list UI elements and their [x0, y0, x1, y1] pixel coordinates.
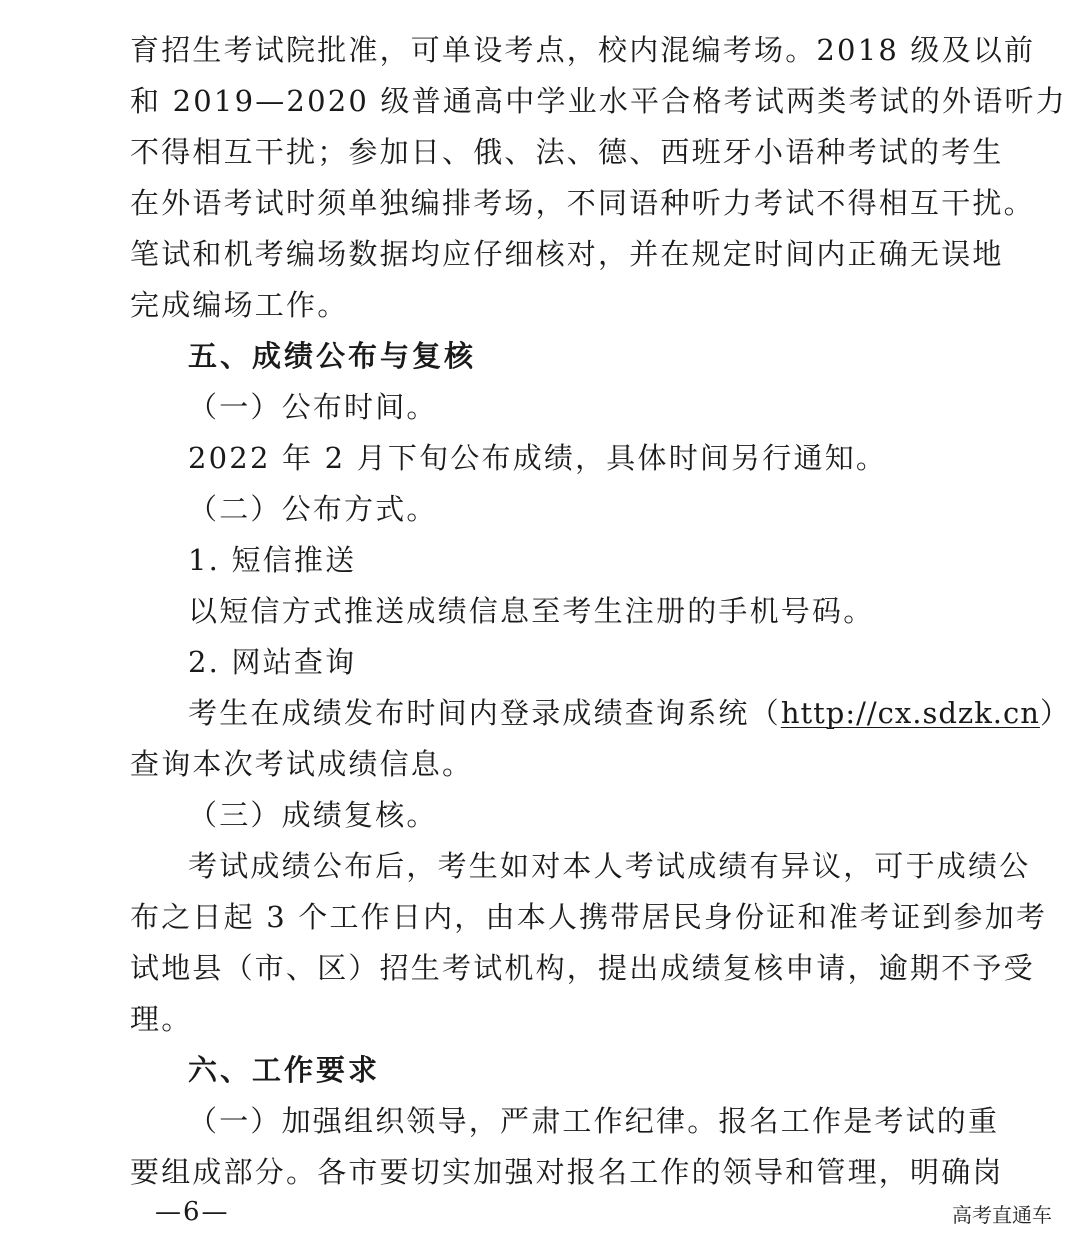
- body-text-line: 在外语考试时须单独编排考场，不同语种听力考试不得相互干扰。: [130, 186, 1035, 220]
- subsection-heading: （三）成绩复核。: [188, 798, 438, 832]
- body-text-segment: 考生在成绩发布时间内登录成绩查询系统（: [188, 696, 781, 730]
- body-text-segment: ）: [1039, 696, 1072, 730]
- body-text-line: 笔试和机考编场数据均应仔细核对，并在规定时间内正确无误地: [130, 237, 1004, 271]
- body-text-line: 以短信方式推送成绩信息至考生注册的手机号码。: [188, 594, 875, 628]
- body-text-line: 完成编场工作。: [130, 288, 349, 322]
- body-text-line: 布之日起 3 个工作日内，由本人携带居民身份证和准考证到参加考: [130, 900, 1048, 934]
- subsection-heading: （二）公布方式。: [188, 492, 438, 526]
- body-text-line: 理。: [130, 1002, 193, 1036]
- section-heading-six: 六、工作要求: [188, 1053, 381, 1087]
- page-number: —6—: [155, 1197, 230, 1227]
- list-item-heading: 1. 短信推送: [188, 543, 357, 577]
- subsection-heading: （一）公布时间。: [188, 390, 438, 424]
- body-text-line: 要组成部分。各市要切实加强对报名工作的领导和管理，明确岗: [130, 1155, 1004, 1189]
- body-text-line: 不得相互干扰；参加日、俄、法、德、西班牙小语种考试的考生: [130, 135, 1004, 169]
- body-text-line: 育招生考试院批准，可单设考点，校内混编考场。2018 级及以前: [130, 33, 1036, 67]
- body-text-line: [188, 695, 1072, 731]
- body-text-line: 和 2019—2020 级普通高中学业水平合格考试两类考试的外语听力: [130, 84, 1067, 118]
- body-text-line: 2022 年 2 月下旬公布成绩，具体时间另行通知。: [188, 441, 888, 475]
- watermark-text: 高考直通车: [952, 1203, 1052, 1227]
- body-text-line: 试地县（市、区）招生考试机构，提出成绩复核申请，逾期不予受: [130, 951, 1035, 985]
- body-text-line: （一）加强组织领导，严肃工作纪律。报名工作是考试的重: [188, 1104, 1000, 1138]
- score-query-link[interactable]: http://cx.sdzk.cn: [780, 696, 1040, 730]
- body-text-line: 查询本次考试成绩信息。: [130, 747, 474, 781]
- section-heading-five: 五、成绩公布与复核: [188, 339, 477, 373]
- body-text-line: 考试成绩公布后，考生如对本人考试成绩有异议，可于成绩公: [188, 849, 1031, 883]
- list-item-heading: 2. 网站查询: [188, 645, 357, 679]
